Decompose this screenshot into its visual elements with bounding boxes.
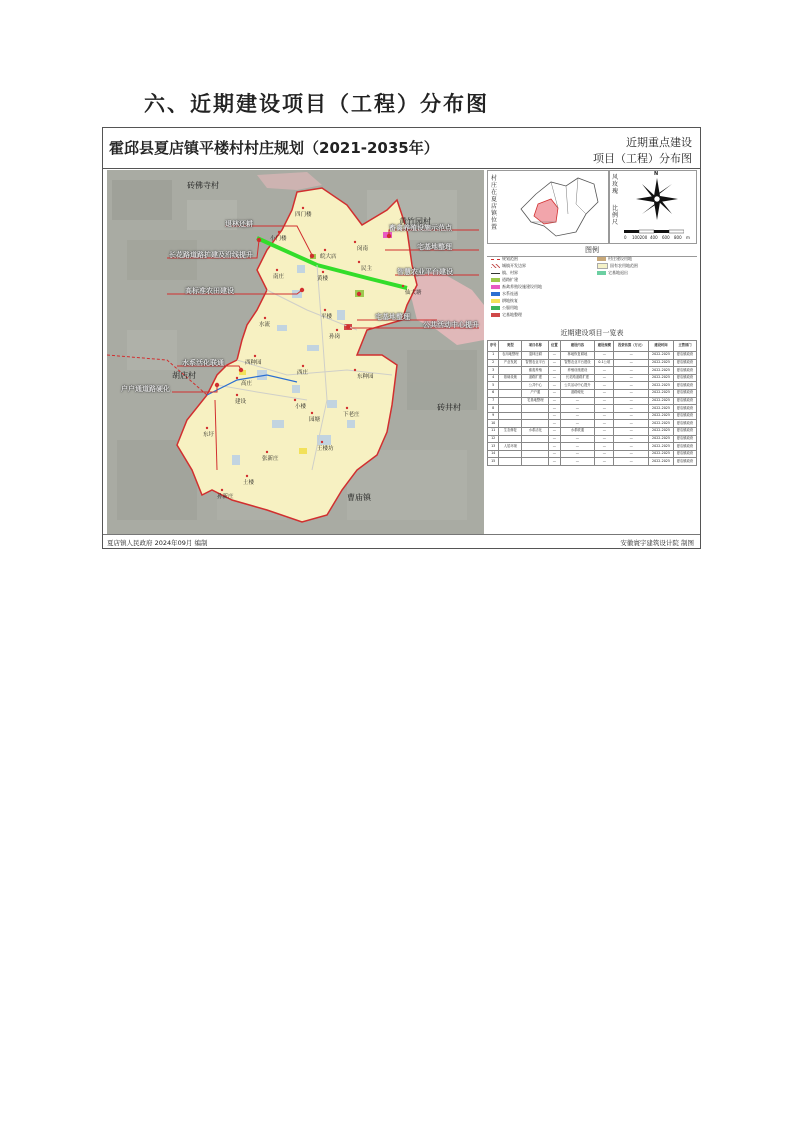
table-row [488, 435, 697, 443]
table-cell: — [614, 382, 649, 390]
table-cell: 2022-2025 [649, 359, 674, 367]
table-cell: 养殖设施建设 [560, 367, 595, 375]
village-label: 园塘 [309, 417, 321, 423]
table-header-row [488, 341, 697, 352]
table-cell: 2022-2025 [649, 458, 674, 466]
table-cell: — [614, 374, 649, 382]
village-label: 黄楼 [317, 276, 329, 282]
project-label-water[interactable]: 水系活化联通 [182, 359, 224, 367]
table-cell: — [614, 405, 649, 413]
table-cell: 2022-2025 [649, 352, 674, 360]
table-cell: 9 [488, 412, 499, 420]
legend [487, 254, 697, 317]
table-cell: 2022-2025 [649, 389, 674, 397]
table-cell: 退林还耕 [522, 352, 549, 360]
table-cell [522, 412, 549, 420]
table-cell: — [549, 405, 560, 413]
table-cell: — [595, 389, 614, 397]
project-label-farmland[interactable]: 高标准农田建设 [185, 287, 234, 295]
table-cell: 宅基地整理 [522, 397, 549, 405]
table-cell: 2022-2025 [649, 420, 674, 428]
map-title-bar [103, 128, 700, 169]
table-cell: — [614, 389, 649, 397]
table-cell: — [614, 443, 649, 451]
project-label-homestead-2[interactable]: 宅基地整理 [375, 313, 410, 321]
legend-item: 城镇开发边界 [491, 263, 526, 269]
table-cell: 8 [488, 405, 499, 413]
table-cell: 0.1公顷 [595, 359, 614, 367]
table-cell: 2022-2025 [649, 367, 674, 375]
table-cell: — [560, 397, 595, 405]
table-row [488, 427, 697, 435]
table-cell [499, 405, 522, 413]
township-outline [506, 174, 606, 240]
table-row [488, 420, 697, 428]
project-label-homestead-1[interactable]: 宅基地整理 [417, 243, 452, 251]
table-cell: 夏店镇政府 [673, 359, 696, 367]
legend-item: 规划范围 [491, 256, 518, 262]
village-label: 民主 [361, 266, 373, 272]
village-label: 西庄 [297, 370, 309, 376]
table-cell: 6 [488, 389, 499, 397]
table-cell: — [560, 420, 595, 428]
table-cell: 2022-2025 [649, 450, 674, 458]
legend-swatch [491, 285, 500, 289]
table-cell: — [560, 435, 595, 443]
table-cell: — [595, 427, 614, 435]
scale-tick: 600 [662, 235, 670, 240]
legend-item: 公服用地 [491, 305, 518, 311]
table-row [488, 382, 697, 390]
project-label-road-upgrade[interactable]: 长花路道路扩建及沿线提升 [169, 251, 253, 259]
label-zhuanfosi: 砖佛寺村 [187, 181, 219, 190]
legend-item: 村庄建设用地 [597, 256, 632, 262]
table-cell: 夏店镇政府 [673, 427, 696, 435]
table-cell: 道路硬化 [560, 389, 595, 397]
table-cell: 夏店镇政府 [673, 420, 696, 428]
table-header: 建设规模 [595, 341, 614, 352]
scale-tick: 400 [650, 235, 658, 240]
table-cell: 夏店镇政府 [673, 382, 696, 390]
table-cell: — [614, 412, 649, 420]
table-cell: 夏店镇政府 [673, 405, 696, 413]
table-cell: 生态修复 [499, 427, 522, 435]
table-cell: — [595, 352, 614, 360]
table-cell: — [560, 458, 595, 466]
legend-swatch [491, 292, 500, 296]
map-view[interactable] [107, 170, 484, 535]
village-label: 建设 [235, 399, 247, 405]
table-row [488, 443, 697, 451]
table-title: 近期建设项目一览表 [560, 329, 624, 337]
table-cell: 2022-2025 [649, 443, 674, 451]
scale-tick: 0 [624, 235, 627, 240]
right-panel [487, 170, 697, 535]
table-cell: 2 [488, 359, 499, 367]
corner-title-line1: 近期重点建设 [626, 136, 692, 149]
table-cell: 畜禽养殖 [522, 367, 549, 375]
table-cell: — [549, 458, 560, 466]
table-cell: — [549, 382, 560, 390]
table-cell: — [549, 389, 560, 397]
table-cell: 2022-2025 [649, 382, 674, 390]
table-header: 建设内容 [560, 341, 595, 352]
table-cell: 10 [488, 420, 499, 428]
location-inset [487, 170, 609, 244]
table-cell: — [560, 450, 595, 458]
table-cell: 1 [488, 352, 499, 360]
table-cell: — [614, 435, 649, 443]
table-cell [499, 458, 522, 466]
label-caomiao: 曹庙镇 [347, 493, 371, 502]
table-cell: — [614, 450, 649, 458]
project-label-rural-road[interactable]: 户户通道路硬化 [121, 385, 170, 393]
scale-tick: 800 [674, 235, 682, 240]
inset-label: 村庄在夏店镇位置 [491, 175, 498, 231]
table-cell: 14 [488, 450, 499, 458]
table-header: 主管部门 [673, 341, 696, 352]
table-cell: 水系联通 [560, 427, 595, 435]
legend-item: 宅基地整理 [491, 312, 522, 318]
table-cell [522, 405, 549, 413]
project-table [487, 340, 697, 466]
project-label-wetland[interactable]: 退林还耕 [225, 220, 253, 228]
table-row [488, 367, 697, 375]
table-cell [522, 443, 549, 451]
project-label-public-center[interactable]: 公共活动中心提升 [423, 321, 479, 329]
table-cell [499, 397, 522, 405]
table-cell [499, 382, 522, 390]
table-cell: 户户通 [522, 389, 549, 397]
table-cell: 夏店镇政府 [673, 352, 696, 360]
wind-rose-label: 风玫瑰 [612, 174, 619, 195]
table-row [488, 374, 697, 382]
table-cell: — [595, 420, 614, 428]
table-cell: — [549, 427, 560, 435]
table-cell: 基础设施 [499, 374, 522, 382]
legend-item: 畜禽养殖设施建设用地 [491, 284, 542, 290]
legend-item: 镇、村界 [491, 270, 518, 276]
village-label: 皖大店 [320, 254, 337, 260]
table-cell: — [614, 458, 649, 466]
table-cell: 4 [488, 374, 499, 382]
table-cell [499, 389, 522, 397]
table-header: 类型 [499, 341, 522, 352]
table-cell: 道路扩建 [522, 374, 549, 382]
table-cell [522, 420, 549, 428]
legend-item: 宅基地退出 [597, 270, 628, 276]
footer-left: 夏店镇人民政府 2024年09月 编制 [107, 539, 208, 547]
table-cell [499, 435, 522, 443]
table-cell: — [595, 435, 614, 443]
table-cell: — [595, 382, 614, 390]
table-cell: 夏店镇政府 [673, 397, 696, 405]
table-cell: 7 [488, 397, 499, 405]
table-cell: 2022-2025 [649, 427, 674, 435]
legend-swatch [597, 257, 606, 261]
table-cell: — [549, 367, 560, 375]
table-cell: 长花路道路扩建 [560, 374, 595, 382]
project-label-agri-platform[interactable]: 智慧农业平台建设 [397, 268, 453, 276]
table-cell: 夏店镇政府 [673, 374, 696, 382]
table-cell: — [549, 412, 560, 420]
legend-title: 图例 [487, 243, 697, 257]
table-cell: 夏店镇政府 [673, 458, 696, 466]
table-cell: — [560, 405, 595, 413]
table-cell: 11 [488, 427, 499, 435]
legend-item: 耕地恢复 [491, 298, 518, 304]
map-footer [103, 534, 700, 549]
village-label: 高庄 [241, 381, 253, 387]
village-label: 王楼坊 [317, 446, 334, 452]
village-label: 孙岗 [329, 334, 341, 340]
legend-swatch [491, 259, 500, 260]
table-header: 项目名称 [522, 341, 549, 352]
village-label: 小门楼 [270, 236, 287, 242]
village-label: 小楼 [295, 404, 307, 410]
table-cell: 水系活化 [522, 427, 549, 435]
legend-swatch [597, 271, 606, 275]
table-row [488, 412, 697, 420]
table-cell: 公共活动中心提升 [560, 382, 595, 390]
page-heading: 六、近期建设项目（工程）分布图 [144, 92, 489, 116]
legend-swatch [491, 313, 500, 317]
legend-item: 国有农用地范围 [597, 263, 638, 269]
table-cell: 2022-2025 [649, 412, 674, 420]
project-label-cattle[interactable]: 畜禽养殖设施示范点 [389, 224, 452, 232]
table-cell [499, 450, 522, 458]
table-cell [499, 412, 522, 420]
table-cell: — [595, 412, 614, 420]
table-cell [522, 450, 549, 458]
table-row [488, 450, 697, 458]
table-cell: — [595, 397, 614, 405]
village-label: 四门楼 [295, 212, 312, 218]
table-cell: 2022-2025 [649, 435, 674, 443]
village-label: 下老庄 [343, 412, 360, 418]
corner-title-line2: 项目（工程）分布图 [593, 152, 692, 165]
legend-swatch [597, 263, 608, 269]
village-label: 土楼 [243, 480, 255, 486]
table-cell: 智慧农业平台建设 [560, 359, 595, 367]
table-cell: — [614, 427, 649, 435]
table-cell: — [595, 374, 614, 382]
village-label: 西种园 [245, 360, 262, 366]
table-cell [499, 420, 522, 428]
table-cell: — [549, 352, 560, 360]
legend-swatch [491, 278, 500, 282]
table-cell [522, 458, 549, 466]
legend-item: 道路扩建 [491, 277, 518, 283]
label-zhuanjing: 砖井村 [437, 403, 461, 412]
legend-swatch [491, 306, 500, 310]
table-row [488, 458, 697, 466]
village-label: 平楼 [321, 314, 333, 320]
table-cell: — [595, 443, 614, 451]
table-cell: — [595, 405, 614, 413]
table-cell: — [549, 443, 560, 451]
table-cell: 林地恢复耕地 [560, 352, 595, 360]
yellow-patch-2 [299, 448, 307, 454]
table-row [488, 359, 697, 367]
map-title: 霍邱县夏店镇平楼村村庄规划（2021-2035年） [109, 139, 439, 157]
table-cell: 夏店镇政府 [673, 450, 696, 458]
table-cell: — [549, 450, 560, 458]
table-cell: — [549, 435, 560, 443]
table-cell: — [614, 397, 649, 405]
table-cell [522, 435, 549, 443]
table-cell: 5 [488, 382, 499, 390]
table-row [488, 352, 697, 360]
table-cell: — [549, 397, 560, 405]
table-cell: 13 [488, 443, 499, 451]
village-label: 张新庄 [262, 456, 279, 462]
table-cell: 2022-2025 [649, 374, 674, 382]
village-label: 仙大塘 [405, 290, 422, 296]
label-hudian: 胡店村 [172, 371, 196, 380]
table-header: 投资估算（万元） [614, 341, 649, 352]
footer-right: 安徽寰宇建筑设计院 制图 [620, 539, 694, 547]
table-cell: 2022-2025 [649, 397, 674, 405]
table-cell [499, 367, 522, 375]
village-label: 孙新庄 [217, 494, 234, 500]
legend-swatch [491, 273, 500, 274]
label-huangzhuyuan: 黄竹园村 [399, 217, 431, 226]
table-cell: 12 [488, 435, 499, 443]
scale-label: 比例尺 [612, 205, 619, 226]
table-cell: — [614, 359, 649, 367]
table-cell: — [560, 443, 595, 451]
table-cell: 夏店镇政府 [673, 367, 696, 375]
legend-swatch [491, 264, 500, 268]
table-cell: — [614, 352, 649, 360]
scale-unit: m [686, 235, 690, 240]
table-row [488, 405, 697, 413]
table-cell: 人居环境 [499, 443, 522, 451]
scale-tick: 100200 [632, 235, 648, 240]
table-cell: — [595, 367, 614, 375]
table-cell: — [549, 420, 560, 428]
village-label: 东圩 [203, 432, 215, 438]
table-cell: 智慧农业平台 [522, 359, 549, 367]
table-cell: — [614, 420, 649, 428]
table-row [488, 397, 697, 405]
table-cell: — [595, 450, 614, 458]
table-header: 序号 [488, 341, 499, 352]
village-label: 闵南 [357, 246, 369, 252]
table-cell: 2022-2025 [649, 405, 674, 413]
legend-item: 水系连通 [491, 291, 518, 297]
table-cell: 公共中心 [522, 382, 549, 390]
table-cell: — [549, 359, 560, 367]
table-cell: — [549, 374, 560, 382]
village-label: 水流 [259, 322, 271, 328]
table-cell: 夏店镇政府 [673, 412, 696, 420]
table-cell: 夏店镇政府 [673, 389, 696, 397]
table-cell: 15 [488, 458, 499, 466]
north-label: N [654, 171, 659, 177]
legend-swatch [491, 299, 500, 303]
table-cell: 夏店镇政府 [673, 443, 696, 451]
table-cell: 3 [488, 367, 499, 375]
wind-rose-icon [632, 174, 682, 224]
table-header: 建设时间 [649, 341, 674, 352]
map-sheet [102, 127, 701, 549]
table-row [488, 389, 697, 397]
table-header: 位置 [549, 341, 560, 352]
compass-box [609, 170, 697, 244]
table-cell: 产业发展 [499, 359, 522, 367]
table-cell: — [595, 458, 614, 466]
table-cell: — [614, 367, 649, 375]
village-label: 南庄 [273, 274, 285, 280]
village-label: 东种园 [357, 374, 374, 380]
table-cell: 夏店镇政府 [673, 435, 696, 443]
table-cell: 农用地整理 [499, 352, 522, 360]
table-cell: — [560, 412, 595, 420]
